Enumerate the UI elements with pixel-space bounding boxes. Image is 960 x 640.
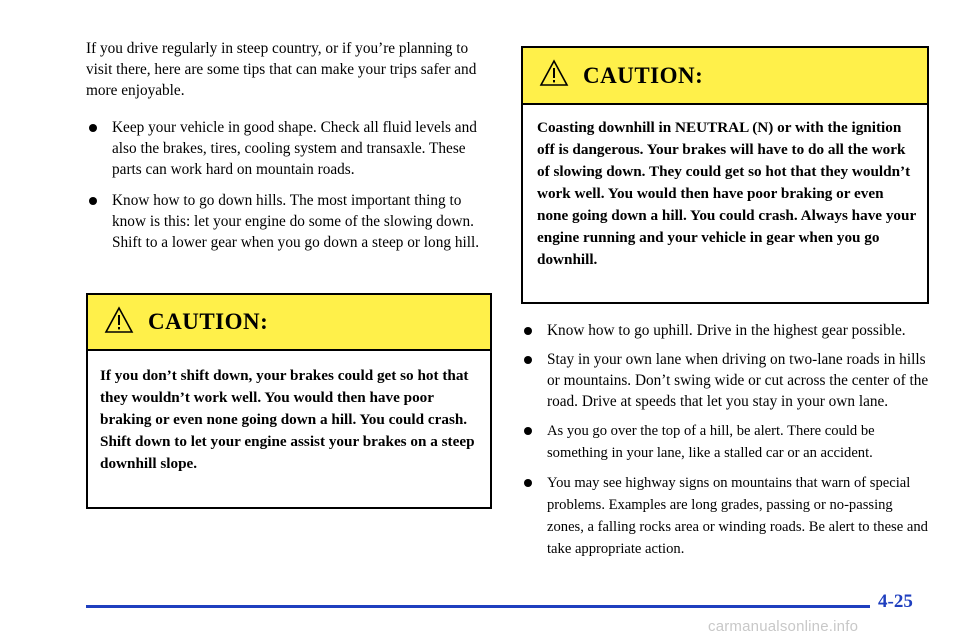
caution-title: CAUTION: — [583, 62, 704, 88]
right-bullet-list — [521, 320, 931, 560]
right-column — [521, 46, 931, 560]
left-column — [86, 38, 494, 253]
page-number: 4-25 — [878, 591, 913, 612]
bullet-icon — [89, 124, 97, 132]
bullet-text: Keep your vehicle in good shape. Check all fluid levels and also the brakes, tires, cooling system and transaxle. These parts can work hard on mountain roads. — [112, 119, 477, 178]
caution-body: If you don’t shift down, your brakes could get so hot that they wouldn’t work well. You would then have poor braking or even none going down a hill. You could crash. Shift down to let your engine assist your brakes on a steep downhill slope. — [100, 367, 475, 472]
intro-paragraph: If you drive regularly in steep country, or if you’re planning to visit there, here are some tips that can make your trips safer and more enjoyable. — [86, 40, 477, 99]
bullet-text: As you go over the top of a hill, be alert. There could be something in your lane, like a stalled car or an accident. — [547, 423, 875, 461]
watermark: carmanualsonline.info — [708, 618, 859, 635]
list-item — [521, 420, 931, 464]
warning-triangle-icon — [104, 306, 134, 339]
list-item — [521, 320, 931, 341]
bullet-icon — [524, 356, 532, 364]
bullet-text: You may see highway signs on mountains that warn of special problems. Examples are long grades, passing or no-passing zones, a falling rocks area or winding roads. Be alert to these and take appropriate action. — [547, 475, 928, 557]
warning-triangle-icon — [539, 59, 569, 92]
caution-box-left — [86, 293, 492, 509]
bullet-icon — [524, 327, 532, 335]
bullet-text: Stay in your own lane when driving on two-lane roads in hills or mountains. Don’t swing wide or cut across the center of the road. Drive at speeds that let you stay in your own lane. — [547, 351, 929, 410]
bullet-icon — [89, 197, 97, 205]
list-item — [86, 190, 494, 253]
bullet-text: Know how to go down hills. The most important thing to know is this: let your engine do some of the slowing down. Shift to a lower gear when you go down a steep or long hill. — [112, 192, 480, 251]
bullet-text: Know how to go uphill. Drive in the highest gear possible. — [547, 322, 906, 339]
left-bullet-list — [86, 117, 494, 253]
caution-header — [88, 295, 490, 351]
bullet-icon — [524, 427, 532, 435]
list-item — [86, 117, 494, 180]
caution-header — [523, 48, 927, 105]
caution-body: Coasting downhill in NEUTRAL (N) or with the ignition off is dangerous. Your brakes will have to do all the work of slowing down. They could get so hot that they wouldn’t work well. You would then have poor braking or even none going down a hill. You could crash. Always have your engine running and your vehicle in gear when you go downhill. — [537, 119, 916, 268]
caution-title: CAUTION: — [148, 309, 269, 334]
list-item — [521, 472, 931, 560]
list-item — [521, 349, 931, 412]
bullet-icon — [524, 479, 532, 487]
footer-rule — [86, 605, 870, 608]
caution-box-right — [521, 46, 929, 304]
